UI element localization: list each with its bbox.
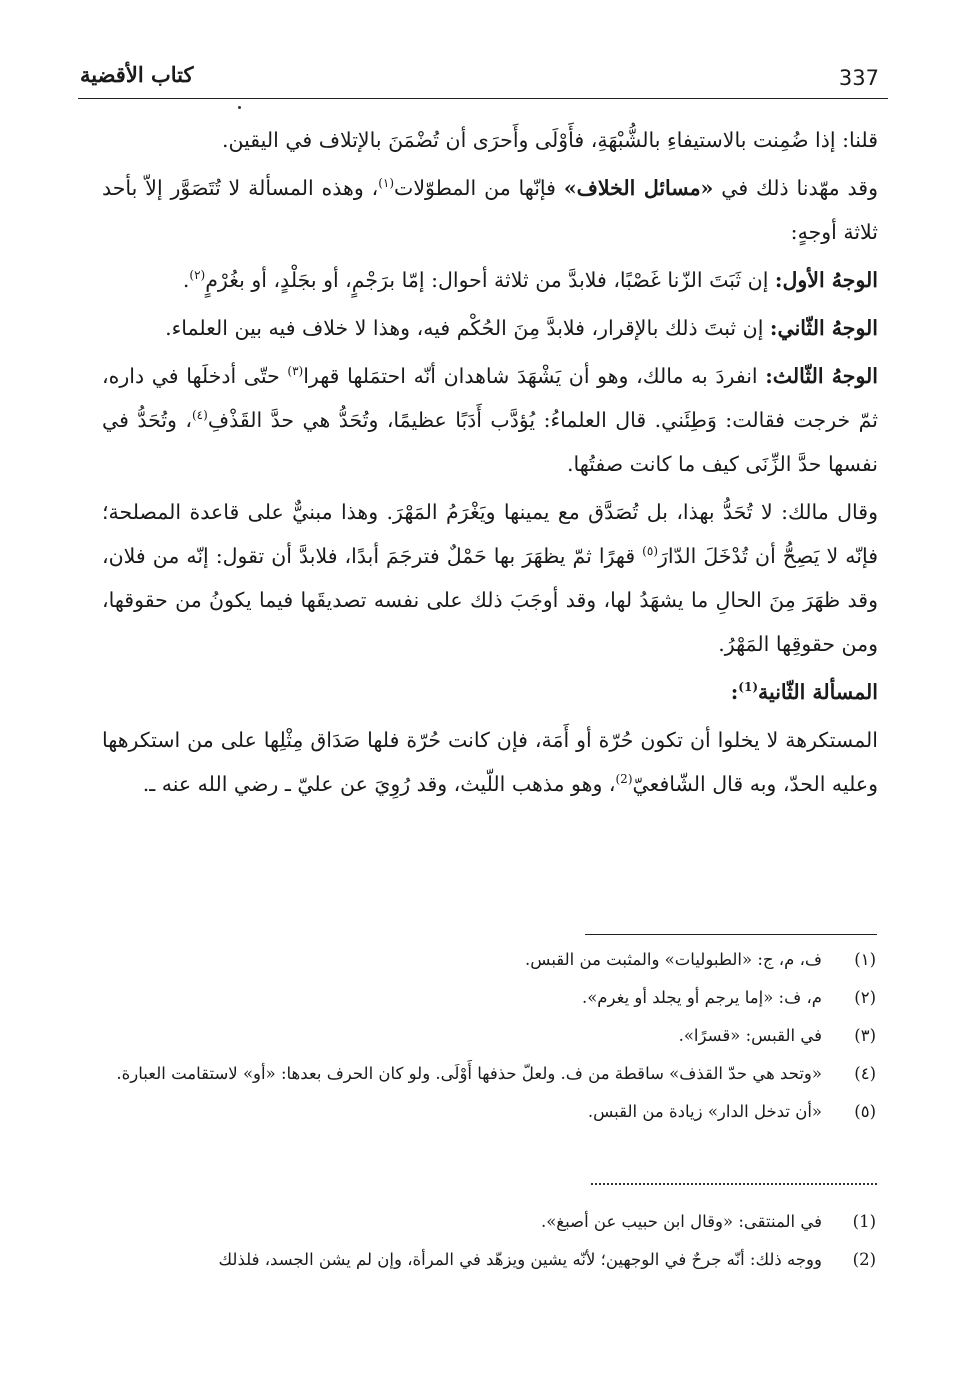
footnote-ref-heading[interactable]: (1) xyxy=(738,680,759,695)
section-heading-colon: : xyxy=(730,680,739,704)
footnote-text: في القبس: «قسرًا». xyxy=(678,1026,822,1045)
paragraph-3-end: . xyxy=(182,268,190,292)
paragraph-7 xyxy=(102,718,878,806)
paragraph-3-lead: الوجهُ الأول: xyxy=(774,268,878,292)
footnote-ref-1[interactable]: (١) xyxy=(378,176,395,191)
paragraph-5-lead: الوجهُ الثّالث: xyxy=(765,364,878,388)
footnote-dotted-divider xyxy=(591,1183,877,1185)
header-dot-mark xyxy=(238,106,241,109)
footnote-item xyxy=(98,1244,876,1276)
footnote-item xyxy=(98,1058,876,1090)
paragraph-3 xyxy=(102,258,878,302)
paragraph-2 xyxy=(102,166,878,254)
paragraph-5 xyxy=(102,354,878,486)
footnote-text: ف، م، ج: «الطبوليات» والمثبت من القبس. xyxy=(525,950,822,969)
footnote-ref-2[interactable]: (٢) xyxy=(189,268,206,283)
footnote-text: «وتحد هي حدّ القذف» ساقطة من ف. ولعلّ حذفها أَوْلَى. ولو كان الحرف بعدها: «أو» لاستقامت العبارة. xyxy=(116,1064,822,1083)
paragraph-5-text-a: انفردَ به مالك، وهو أن يَشْهَدَ شاهدان أنّه احتمَلها قهرا xyxy=(303,364,766,388)
footnote-item xyxy=(98,1206,876,1238)
paragraph-6 xyxy=(102,490,878,666)
header-divider xyxy=(78,98,888,99)
paragraph-5-text-c: ، وتُحَدُّ في نفسها حدَّ الزِّنَى كيف ما كانت صفتُها. xyxy=(102,408,878,476)
footnote-text: «أن تدخل الدار» زيادة من القبس. xyxy=(587,1102,822,1121)
paragraph-1-text: قلنا: إذا ضُمِنت بالاستيفاءِ بالشُّبْهَةِ، فأَوْلَى وأَحرَى أن تُضْمَنَ بالإتلاف في اليقين. xyxy=(222,128,878,152)
paragraph-4-text: إن ثبتَ ذلك بالإقرار، فلابدَّ مِنَ الحُكْم فيه، وهذا لا خلاف فيه بين العلماء. xyxy=(165,316,770,340)
footnote-number: (٣) xyxy=(854,1026,876,1045)
paragraph-2-text-a: وقد مهّدنا ذلك في xyxy=(713,176,878,200)
footnote-ref-shafii[interactable]: (2) xyxy=(615,772,633,787)
paragraph-3-text: إن ثَبَتَ الزّنا غَصْبًا، فلابدَّ من ثلاثة أحوال: إمّا برَجْمٍ، أو بجَلْدٍ، أو بغُرْمٍ xyxy=(205,268,775,292)
paragraph-2-text-b: فإنّها من المطوّلات xyxy=(394,176,564,200)
footnote-ref-3[interactable]: (٣) xyxy=(287,364,304,379)
footnote-text: في المنتقى: «وقال ابن حبيب عن أصبغ». xyxy=(540,1212,822,1231)
paragraph-6-text-b: قهرًا ثمّ يظهَرَ بها حَمْلٌ فترجَمَ أبدًا، فلابدَّ أن تقول: إنّه من فلان، وقد ظهَرَ مِنَ الحالِ ما يشهَدُ لها، وقد أوجَبَ ذلك على نفسه تصديقَها فيما يكونُ من حقوقها، ومن حقوقِها المَهْرُ. xyxy=(102,544,878,656)
paragraph-7-text-a: المستكرهة لا يخلوا أن تكون حُرّة أو أَمَة، فإن كانت حُرّة فلها صَدَاق مِثْلِها على من استكرهها وعليه الحدّ، وبه قال الشّافعيّ xyxy=(102,728,878,796)
paragraph-2-text-c: ، وهذه المسألة لا تُتَصَوَّر إلاّ بأحد ثلاثة أوجهٍ: xyxy=(102,176,878,244)
footnote-number: (٢) xyxy=(854,988,876,1007)
book-title-reference: «مسائل الخلاف» xyxy=(563,176,714,200)
paragraph-5-text-b: حتّى أدخلَها في داره، ثمّ خرجت فقالت: وَطِئَني. قال العلماءُ: يُؤدَّب أَدَبًا عظيمًا، وتُحَدُّ هي حدَّ القَذْفِ xyxy=(102,364,878,432)
footnote-number: (2) xyxy=(852,1250,876,1269)
page-number: 337 xyxy=(838,66,879,90)
footnote-item xyxy=(98,1020,876,1052)
footnote-item xyxy=(98,944,876,976)
paragraph-7-text-b: ، وهو مذهب اللّيث، وقد رُوِيَ عن عليّ ـ رضي الله عنه ـ. xyxy=(142,772,616,796)
footnote-number: (١) xyxy=(854,950,876,969)
editor-footnotes-list xyxy=(98,1206,876,1282)
running-header-title: كتاب الأقضية xyxy=(80,62,194,87)
footnote-number: (٥) xyxy=(854,1102,876,1121)
main-text xyxy=(102,118,878,810)
paragraph-6-text-a: وقال مالك: لا تُحَدُّ بهذا، بل تُصَدَّق مع يمينها ويَغْرَمُ المَهْرَ. وهذا مبنيٌّ على قاعدة المصلحة؛ فإنّه لا يَصِحُّ أن تُدْخَلَ الدّارَ xyxy=(102,500,878,568)
footnote-text: م، ف: «إما يرجم أو يجلد أو يغرم». xyxy=(581,988,822,1007)
footnote-ref-5[interactable]: (٥) xyxy=(642,544,658,559)
section-heading xyxy=(102,670,878,714)
paragraph-4 xyxy=(102,306,878,350)
footnote-item xyxy=(98,1096,876,1128)
footnote-divider xyxy=(585,934,877,935)
footnote-item xyxy=(98,982,876,1014)
section-heading-text: المسألة الثّانية xyxy=(758,680,878,704)
paragraph-1 xyxy=(102,118,878,162)
footnote-number: (1) xyxy=(852,1212,876,1231)
footnotes-list xyxy=(98,944,876,1134)
footnote-text: ووجه ذلك: أنّه جرحٌ في الوجهين؛ لأنّه يشين ويزهّد في المرأة، وإن لم يشن الجسد، فلذلك xyxy=(218,1250,822,1269)
footnote-ref-4[interactable]: (٤) xyxy=(191,408,208,423)
paragraph-4-lead: الوجهُ الثّاني: xyxy=(769,316,878,340)
footnote-number: (٤) xyxy=(854,1064,876,1083)
